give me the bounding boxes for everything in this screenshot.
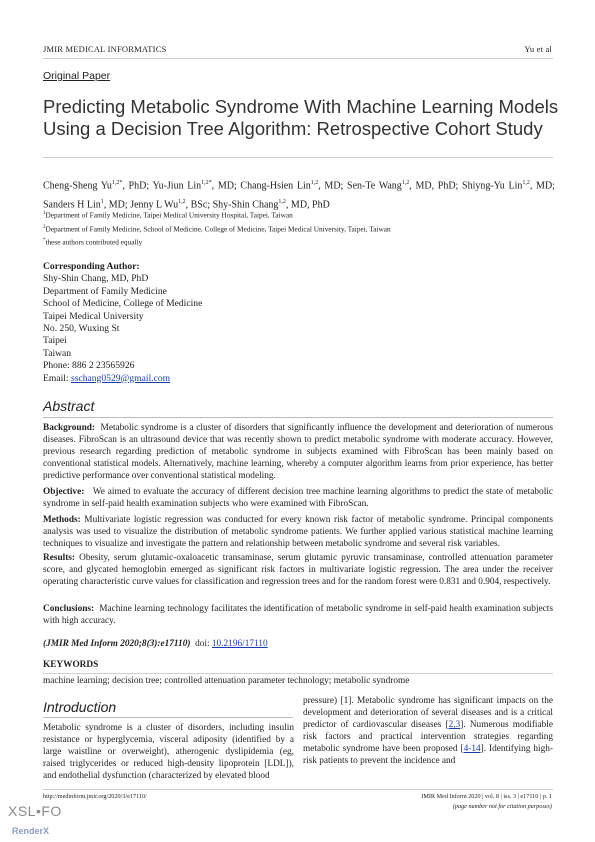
footer-journal-info: JMIR Med Inform 2020 | vol. 8 | iss. 3 | e17110 | p. 1 [420, 793, 552, 800]
corr-line: Taiwan [43, 347, 72, 359]
citation-line [43, 639, 268, 649]
author-sup: 1,2 [310, 180, 319, 186]
corr-line: School of Medicine, College of Medicine [43, 298, 203, 310]
author-degree: , MD, PhD [285, 199, 330, 211]
doi-label: doi: [195, 639, 210, 649]
doi-link[interactable]: 10.2196/17110 [211, 639, 268, 649]
email-label: Email: [43, 372, 71, 384]
abstract-objective [43, 486, 553, 510]
footer-url[interactable]: http://medinform.jmir.org/2020/3/e17110/ [43, 793, 147, 800]
affiliation-sup: 1 [43, 211, 46, 216]
affiliation-sup: * [43, 238, 46, 243]
header-rule [43, 58, 553, 59]
corr-line: No. 250, Wuxing St [43, 323, 120, 335]
author-degree: , MD; [211, 180, 241, 192]
xslfo-logo: XSL•FO [8, 803, 62, 819]
author-degree: , BSc; [185, 199, 213, 211]
keywords-rule [43, 673, 553, 674]
intro-text: pressure) [1]. Metabolic syndrome has significant impacts on the development and deterioration of several diseases and is a critical predictor of cardiovascular diseases [ [303, 696, 553, 731]
affiliation-2 [43, 223, 391, 234]
author-sup: 1,2 [178, 199, 186, 206]
intro-text: ]. Numerous modifiable risk factors and practical intervention strategies regarding metabolic syndrome have been proposed [ [303, 720, 554, 755]
affiliation-text: Department of Family Medicine, School of Medicine, College of Medicine, Taipei Medical University, Taipei, Taiwan [45, 224, 391, 234]
affiliation-text: Department of Family Medicine, Taipei Medical University Hospital, Taipei, Taiwan [45, 210, 293, 220]
intro-right-column [303, 695, 553, 768]
abstract-methods [43, 514, 553, 550]
author-name: Sanders H Lin [43, 199, 101, 211]
author-name: Chang-Hsien Lin [240, 180, 311, 192]
corr-line: Shy-Shin Chang, MD, PhD [43, 273, 149, 285]
corr-line: Taipei Medical University [43, 310, 144, 322]
title-rule [43, 157, 553, 158]
corr-line: Taipei [43, 335, 67, 347]
author-degree: , MD; [318, 180, 348, 192]
article-type: Original Paper [43, 70, 111, 82]
introduction-rule [43, 717, 293, 718]
abstract-results [43, 552, 553, 588]
intro-left-column: Metabolic syndrome is a cluster of disorders, including insulin resistance or hyperglycemia, visceral adiposity (identified by a large waistline or overweight), atherogenic dyslipidemia (eg, raised triglycerides or reduced high-density lipoprotein [LDL]), and endothelial dysfunction (characterized by elevated blood [43, 723, 294, 782]
author-name: Shy-Shin Chang [212, 199, 279, 211]
methods-label: Methods: [43, 515, 81, 525]
author-sup: 1,2 [401, 180, 410, 186]
corr-line: Department of Family Medicine [43, 285, 167, 297]
author-name: Sen-Te Wang [347, 180, 402, 192]
author-degree: , MD; [529, 180, 555, 192]
author-degree: , PhD; [122, 180, 153, 192]
author-name: Jenny L Wu [130, 199, 179, 211]
corresponding-author [43, 261, 202, 385]
author-sup: 1 [100, 199, 104, 206]
corr-line: Phone: 886 2 23565926 [43, 360, 135, 372]
objective-text: We aimed to evaluate the accuracy of different decision tree machine learning algorithms to predict the state of metabolic syndrome in self-paid health examination subjects who were examined with FibroScan. [43, 487, 553, 510]
intro-text: ]. Identifying high-risk patients to prevent the incidence and [303, 744, 553, 767]
abstract-conclusions [43, 603, 553, 627]
results-label: Results: [43, 553, 76, 563]
results-text: Obesity, serum glutamic-oxaloacetic transaminase, serum glutamic pyruvic transaminase, controlled attenuation parameter score, and glycated hemoglobin emerged as significant risk factors in multivariate logistic regression. The area under the receiver operating characteristic curve values for classification and regression trees and for the random forest were 0.831 and 0.904, respectively. [43, 553, 553, 588]
keywords-text: machine learning; decision tree; controlled attenuation parameter technology; metabolic syndrome [43, 676, 410, 686]
conclusions-label: Conclusions: [43, 604, 95, 614]
author-sup: 1,2* [111, 180, 123, 186]
email-link[interactable]: sschang0529@gmail.com [70, 372, 171, 384]
abstract-background [43, 422, 553, 482]
reference-link[interactable]: 4-14 [463, 744, 481, 755]
background-text: Metabolic syndrome is a cluster of disorders that significantly influence the development and deterioration of numerous diseases. FibroScan is an ultrasound device that was recently shown to predict metabolic syndrome with moderate accuracy. However, previous research regarding prediction of metabolic syndrome in subjects examined with FibroScan has been mainly based on conventional statistical models. Alternatively, machine learning, whereby a computer algorithm learns from prior experience, has better predictive performance over conventional statistical modeling. [43, 423, 553, 482]
paper-title [43, 96, 563, 140]
keywords-heading: KEYWORDS [43, 660, 99, 670]
methods-text: Multivariate logistic regression was conducted for every known risk factor of metabolic syndrome. Principal components analysis was used to visualize the distribution of metabolic syndrome patients. We further applied various statistical machine learning techniques to visualize and investigate the pattern and relationship between metabolic syndrome and several risk variables. [43, 515, 553, 550]
conclusions-text: Machine learning technology facilitates the identification of metabolic syndrome in self-paid health examination subjects with high accuracy. [43, 604, 553, 627]
author-degree: , MD; [103, 199, 131, 211]
objective-label: Objective: [43, 487, 85, 497]
introduction-heading: Introduction [43, 699, 117, 715]
author-sup: 1,2 [278, 199, 286, 206]
author-sup: 1,2 [522, 180, 530, 186]
author-degree: , MD, PhD; [409, 180, 463, 192]
citation-text: (JMIR Med Inform 2020;8(3):e17110) [43, 639, 191, 649]
author-sup: 1,2* [201, 180, 212, 186]
affiliation-sup: 2 [43, 225, 46, 230]
renderx-logo: RenderX [12, 826, 50, 836]
title-line-1: Predicting Metabolic Syndrome With Machine Learning Models [43, 96, 559, 117]
journal-name: JMIR MEDICAL INFORMATICS [43, 44, 167, 54]
author-list [43, 175, 555, 214]
abstract-heading: Abstract [43, 398, 95, 414]
footer-rule [43, 789, 553, 790]
abstract-rule [43, 417, 553, 418]
author-name: Cheng-Sheng Yu [43, 180, 112, 192]
background-label: Background: [43, 423, 96, 433]
corresponding-heading: Corresponding Author: [43, 261, 140, 272]
author-name: Shiyng-Yu Lin [462, 180, 523, 192]
footer-note: (page number not for citation purposes) [452, 803, 552, 810]
running-authors: Yu et al [524, 44, 552, 54]
title-line-2: Using a Decision Tree Algorithm: Retrospective Cohort Study [43, 118, 543, 139]
affiliation-text: these authors contributed equally [45, 237, 143, 247]
reference-link[interactable]: 2,3 [448, 720, 461, 731]
affiliation-equal [43, 236, 142, 247]
affiliation-1 [43, 209, 293, 220]
author-name: Yu-Jiun Lin [152, 180, 202, 192]
